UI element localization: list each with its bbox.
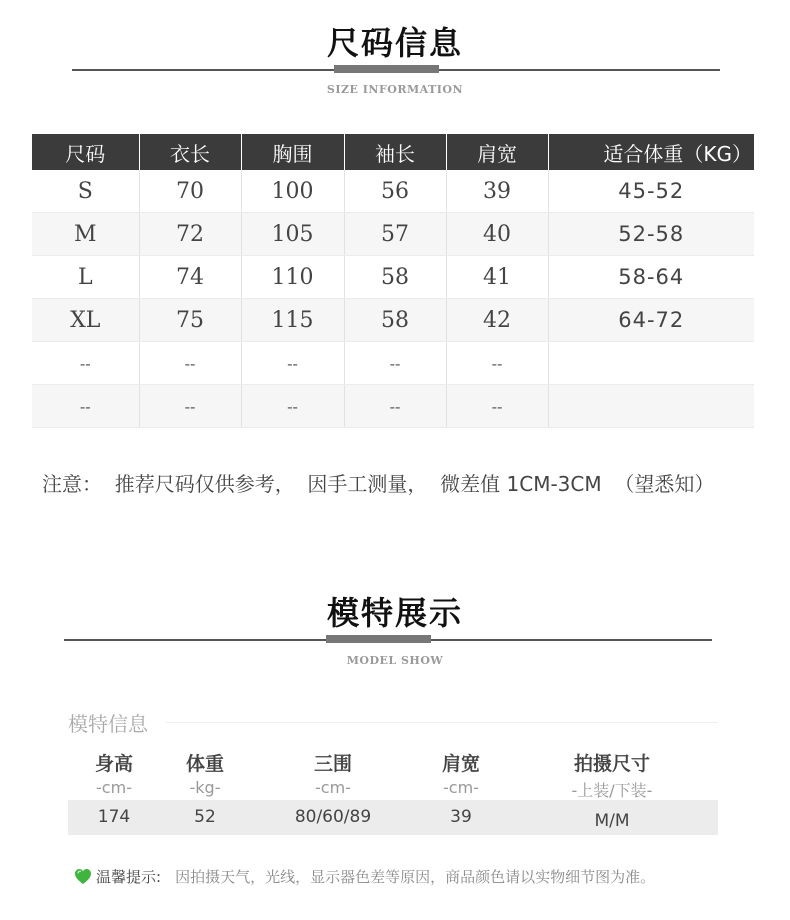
cell-shoulder: -- <box>446 342 548 385</box>
header-chest: 胸围 <box>241 134 344 170</box>
header-shoulder: 肩宽 <box>446 134 548 170</box>
cell-sleeve: 58 <box>344 256 446 299</box>
cell-shoulder: 42 <box>446 299 548 342</box>
cell-weight: 58-64 <box>548 256 754 299</box>
cell-size: XL <box>32 299 139 342</box>
cell-length: 75 <box>139 299 241 342</box>
model-info-title: 模特信息 <box>68 712 148 736</box>
cell-length: -- <box>139 385 241 428</box>
cell-length: 74 <box>139 256 241 299</box>
green-heart-icon <box>74 868 92 889</box>
cell-size: -- <box>32 385 139 428</box>
model-col-shoulder <box>421 749 501 827</box>
model-col-unit: -cm- <box>96 778 132 797</box>
model-col-value: 174 <box>97 807 131 827</box>
model-section-subtitle: MODEL SHOW <box>346 654 444 667</box>
model-col-label: 身高 <box>94 753 133 775</box>
cell-weight <box>548 385 754 428</box>
table-row <box>32 213 754 256</box>
cell-length: 72 <box>139 213 241 256</box>
size-table-header <box>32 134 754 170</box>
cell-length: 70 <box>139 170 241 213</box>
cell-shoulder: -- <box>446 385 548 428</box>
header-size: 尺码 <box>32 134 139 170</box>
table-row <box>32 299 754 342</box>
cell-size: -- <box>32 342 139 385</box>
size-section-subtitle: SIZE INFORMATION <box>326 83 464 96</box>
cell-sleeve: -- <box>344 342 446 385</box>
cell-shoulder: 40 <box>446 213 548 256</box>
model-col-unit: -cm- <box>315 778 351 797</box>
cell-sleeve: 58 <box>344 299 446 342</box>
header-weight: 适合体重（KG） <box>548 134 754 170</box>
size-note: 注意： 推荐尺码仅供参考， 因手工测量， 微差值 1CM-3CM （望悉知） <box>42 472 715 496</box>
model-col-value: 80/60/89 <box>294 807 372 827</box>
cell-size: S <box>32 170 139 213</box>
tip-text: 因拍摄天气，光线，显示器色差等原因，商品颜色请以实物细节图为准。 <box>175 868 656 886</box>
size-table <box>32 134 754 428</box>
model-col-value: M/M <box>594 811 630 831</box>
model-col-value: 52 <box>194 807 216 827</box>
cell-length: -- <box>139 342 241 385</box>
model-info-divider <box>166 722 718 723</box>
table-row <box>32 256 754 299</box>
cell-size: M <box>32 213 139 256</box>
cell-weight: 52-58 <box>548 213 754 256</box>
table-row <box>32 170 754 213</box>
model-col-label: 拍摄尺寸 <box>573 753 650 775</box>
model-col-height <box>74 749 154 827</box>
cell-chest: 100 <box>241 170 344 213</box>
model-col-label: 体重 <box>185 753 224 775</box>
title-divider-accent <box>326 635 431 643</box>
table-row <box>32 385 754 428</box>
tip-label: 温馨提示: <box>96 868 162 886</box>
size-section-title: 尺码信息 <box>326 24 463 62</box>
model-col-label: 肩宽 <box>441 753 480 775</box>
title-divider-accent <box>334 65 439 73</box>
model-section-title: 模特展示 <box>326 594 463 632</box>
cell-sleeve: -- <box>344 385 446 428</box>
model-col-unit: -kg- <box>189 778 221 797</box>
model-col-shoot-size <box>542 749 682 831</box>
cell-shoulder: 39 <box>446 170 548 213</box>
cell-weight <box>548 342 754 385</box>
cell-weight: 45-52 <box>548 170 754 213</box>
model-col-measurements <box>273 749 393 827</box>
table-row <box>32 342 754 385</box>
cell-weight: 64-72 <box>548 299 754 342</box>
header-sleeve: 袖长 <box>344 134 446 170</box>
cell-sleeve: 56 <box>344 170 446 213</box>
model-col-label: 三围 <box>313 753 352 775</box>
cell-chest: 115 <box>241 299 344 342</box>
cell-shoulder: 41 <box>446 256 548 299</box>
cell-chest: -- <box>241 342 344 385</box>
header-length: 衣长 <box>139 134 241 170</box>
cell-size: L <box>32 256 139 299</box>
cell-sleeve: 57 <box>344 213 446 256</box>
cell-chest: 105 <box>241 213 344 256</box>
cell-chest: 110 <box>241 256 344 299</box>
model-col-weight <box>165 749 245 827</box>
model-col-value: 39 <box>450 807 472 827</box>
model-col-unit: -上装/下装- <box>571 781 653 800</box>
model-col-unit: -cm- <box>443 778 479 797</box>
cell-chest: -- <box>241 385 344 428</box>
tip-line <box>74 866 655 889</box>
